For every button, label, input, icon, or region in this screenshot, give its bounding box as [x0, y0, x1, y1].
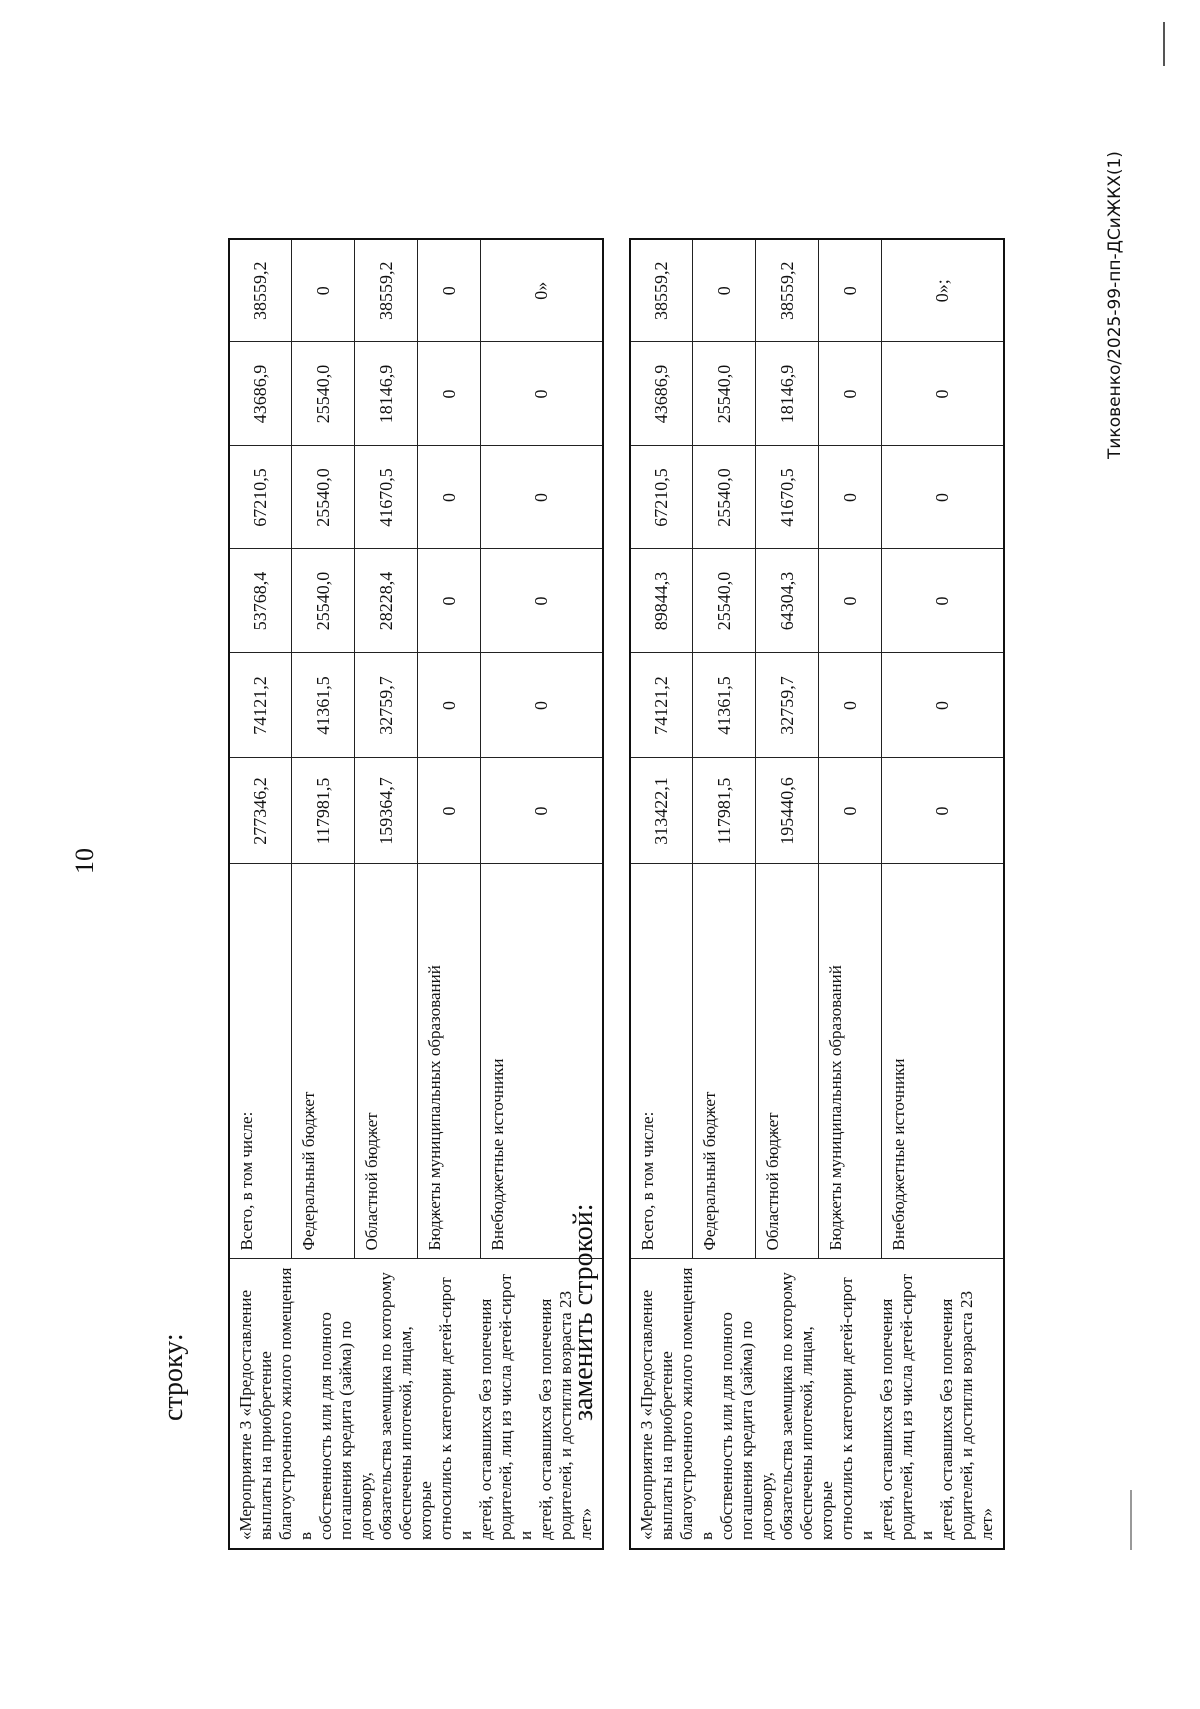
amount-cell: 0 — [481, 446, 603, 549]
amount-cell: 0 — [418, 758, 481, 864]
amount-cell: 41670,5 — [355, 446, 418, 549]
amount-cell: 38559,2 — [229, 239, 292, 342]
amount-cell: 74121,2 — [630, 653, 693, 758]
amount-cell: 0 — [418, 549, 481, 653]
amount-cell: 0 — [418, 342, 481, 446]
amount-cell: 0 — [882, 549, 1004, 653]
scan-mark — [1130, 1490, 1132, 1550]
amount-cell: 0 — [882, 653, 1004, 758]
amount-cell: 25540,0 — [693, 342, 756, 446]
amount-cell: 28228,4 — [355, 549, 418, 653]
funding-source-label: Областной бюджет — [355, 864, 418, 1259]
funding-source-label: Федеральный бюджет — [693, 864, 756, 1259]
amount-cell: 277346,2 — [229, 758, 292, 864]
table-row — [630, 239, 693, 1549]
amount-cell: 0 — [418, 653, 481, 758]
amount-cell: 32759,7 — [355, 653, 418, 758]
amount-cell: 0 — [481, 653, 603, 758]
table-body — [229, 239, 603, 1549]
amount-cell: 32759,7 — [756, 653, 819, 758]
amount-cell: 0 — [819, 549, 882, 653]
amount-cell: 43686,9 — [630, 342, 693, 446]
amount-cell: 25540,0 — [292, 446, 355, 549]
amount-cell: 18146,9 — [756, 342, 819, 446]
intro-text-replacement: заменить строкой: — [568, 1203, 599, 1421]
page-number: 10 — [70, 848, 99, 874]
amount-cell: 25540,0 — [292, 549, 355, 653]
amount-cell: 0»; — [882, 239, 1004, 342]
amount-cell: 41361,5 — [292, 653, 355, 758]
document-code: Тиковенко/2025-99-пп-ДСиЖКХ(1) — [1105, 151, 1125, 459]
original-row-table — [228, 238, 604, 1550]
amount-cell: 53768,4 — [229, 549, 292, 653]
amount-cell: 0 — [418, 239, 481, 342]
amount-cell: 0 — [882, 758, 1004, 864]
amount-cell: 0 — [819, 653, 882, 758]
amount-cell: 195440,6 — [756, 758, 819, 864]
intro-text-replace-row: строку: — [158, 1333, 189, 1421]
amount-cell: 89844,3 — [630, 549, 693, 653]
table-body — [630, 239, 1004, 1549]
funding-source-label: Всего, в том числе: — [630, 864, 693, 1259]
amount-cell: 64304,3 — [756, 549, 819, 653]
amount-cell: 41670,5 — [756, 446, 819, 549]
measure-description: «Мероприятие 3 «Предоставление выплаты на приобретение благоустроенного жилого помещения в собственность или для полного погашения кредита (займа) по договору, обязательства заемщика по которому обеспечены ипотекой, лицам, которые относились к категории детей-сирот и детей, оставшихся без попечения родителей, лиц из числа детей-сирот и детей, оставшихся без попечения родителей, и достигли возраста 23 лет» — [236, 1267, 595, 1540]
amount-cell: 41361,5 — [693, 653, 756, 758]
amount-cell: 0 — [819, 342, 882, 446]
funding-source-label: Федеральный бюджет — [292, 864, 355, 1259]
measure-description-cell — [229, 1259, 603, 1549]
amount-cell: 117981,5 — [292, 758, 355, 864]
amount-cell: 25540,0 — [292, 342, 355, 446]
amount-cell: 74121,2 — [229, 653, 292, 758]
amount-cell: 38559,2 — [355, 239, 418, 342]
amount-cell: 0 — [481, 549, 603, 653]
funding-source-label: Бюджеты муниципальных образований — [418, 864, 481, 1259]
funding-source-label: Внебюджетные источники — [882, 864, 1004, 1259]
table-row — [229, 239, 292, 1549]
amount-cell: 0 — [819, 758, 882, 864]
amount-cell: 38559,2 — [756, 239, 819, 342]
amount-cell: 0 — [292, 239, 355, 342]
amount-cell: 0 — [481, 758, 603, 864]
funding-source-label: Всего, в том числе: — [229, 864, 292, 1259]
amount-cell: 0 — [693, 239, 756, 342]
amount-cell: 38559,2 — [630, 239, 693, 342]
amount-cell: 117981,5 — [693, 758, 756, 864]
amount-cell: 25540,0 — [693, 446, 756, 549]
amount-cell: 0 — [819, 446, 882, 549]
amount-cell: 0 — [481, 342, 603, 446]
amount-cell: 67210,5 — [229, 446, 292, 549]
amount-cell: 0 — [882, 342, 1004, 446]
funding-source-label: Областной бюджет — [756, 864, 819, 1259]
amount-cell: 43686,9 — [229, 342, 292, 446]
measure-description: «Мероприятие 3 «Предоставление выплаты на приобретение благоустроенного жилого помещения в собственность или для полного погашения кредита (займа) по договору, обязательства заемщика по которому обеспечены ипотекой, лицам, которые относились к категории детей-сирот и детей, оставшихся без попечения родителей, лиц из числа детей-сирот и детей, оставшихся без попечения родителей, и достигли возраста 23 лет» — [637, 1267, 996, 1540]
amount-cell: 313422,1 — [630, 758, 693, 864]
funding-source-label: Бюджеты муниципальных образований — [819, 864, 882, 1259]
amount-cell: 0 — [882, 446, 1004, 549]
amount-cell: 67210,5 — [630, 446, 693, 549]
amount-cell: 0» — [481, 239, 603, 342]
amount-cell: 159364,7 — [355, 758, 418, 864]
amount-cell: 0 — [418, 446, 481, 549]
amount-cell: 25540,0 — [693, 549, 756, 653]
measure-description-cell — [630, 1259, 1004, 1549]
funding-source-label: Внебюджетные источники — [481, 864, 603, 1259]
amount-cell: 0 — [819, 239, 882, 342]
scan-mark — [1163, 22, 1165, 66]
amount-cell: 18146,9 — [355, 342, 418, 446]
replacement-row-table — [629, 238, 1005, 1550]
